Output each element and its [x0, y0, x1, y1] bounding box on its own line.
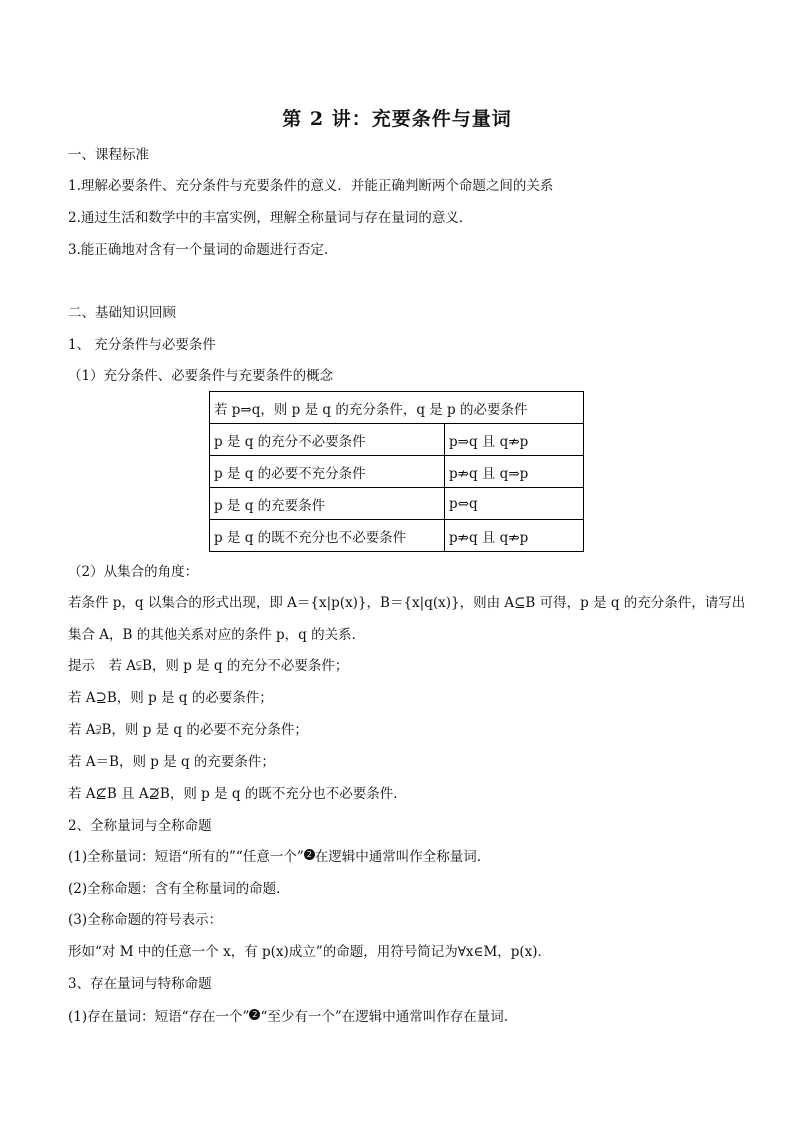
subheading-sufficient-necessary: 1、 充分条件与必要条件 [68, 337, 216, 353]
universal-quantifier-text-before: (1)全称量词：短语“所有的”“任意一个” [68, 849, 304, 865]
table-row [210, 456, 584, 488]
paragraph-set-conditions-1: 若条件 p，q 以集合的形式出现，即 A＝{x|p(x)}，B＝{x|q(x)}，则由 A⊆B 可得，p 是 q 的充分条件，请写出 [68, 595, 746, 611]
hint-line-1: 提示 若 A⫋B，则 p 是 q 的充分不必要条件； [68, 658, 349, 674]
universal-proposition-notation: 形如“对 M 中的任意一个 x，有 p(x)成立”的命题，用符号简记为∀x∈M，p(x)． [68, 944, 552, 960]
subheading-set-perspective: （2）从集合的角度： [68, 564, 199, 580]
standard-item-1: 1.理解必要条件、充分条件与充要条件的意义．并能正确判断两个命题之间的关系 [68, 178, 554, 194]
standard-item-2: 2.通过生活和数学中的丰富实例，理解全称量词与存在量词的意义． [68, 210, 473, 226]
paragraph-set-conditions-2: 集合 A，B 的其他关系对应的条件 p，q 的关系． [68, 627, 366, 643]
footnote-marker: 2 [249, 1009, 260, 1020]
section-heading-basics-review: 二、基础知识回顾 [68, 305, 176, 321]
table-cell: p⇏q 且 q⇒p [445, 456, 584, 488]
table-cell: p⇒q 且 q⇏p [445, 424, 584, 456]
universal-quantifier-definition [68, 848, 481, 866]
hint-line-2: 若 A⊇B，则 p 是 q 的必要条件； [68, 690, 273, 706]
universal-quantifier-text-after: 在逻辑中通常叫作全称量词. [314, 849, 482, 865]
standard-item-3: 3.能正确地对含有一个量词的命题进行否定. [68, 242, 329, 258]
hint-line-5: 若 A⊈B 且 A⊉B，则 p 是 q 的既不充分也不必要条件． [68, 786, 407, 802]
table-cell: p⇏q 且 q⇏p [445, 520, 584, 552]
existential-quantifier-definition [68, 1008, 508, 1026]
table-cell: p⇔q [445, 488, 584, 520]
universal-proposition-notation-heading: (3)全称命题的符号表示： [68, 912, 223, 928]
hint-line-3: 若 A⫌B，则 p 是 q 的必要不充分条件； [68, 722, 308, 738]
conditions-table [209, 391, 584, 552]
table-row [210, 488, 584, 520]
subheading-universal-quantifier: 2、全称量词与全称命题 [68, 818, 212, 834]
table-cell: p 是 q 的充要条件 [210, 488, 445, 520]
footnote-marker: 2 [304, 849, 315, 860]
table-cell: p 是 q 的充分不必要条件 [210, 424, 445, 456]
table-row [210, 424, 584, 456]
table-cell: p 是 q 的既不充分也不必要条件 [210, 520, 445, 552]
table-cell: p 是 q 的必要不充分条件 [210, 456, 445, 488]
table-row [210, 520, 584, 552]
existential-quantifier-text-before: (1)存在量词：短语“存在一个” [68, 1009, 250, 1025]
table-header-cell: 若 p⇒q，则 p 是 q 的充分条件，q 是 p 的必要条件 [210, 392, 584, 424]
page-title: 第 2 讲：充要条件与量词 [282, 108, 512, 130]
existential-quantifier-text-after: “至少有一个”在逻辑中通常叫作存在量词. [260, 1009, 509, 1025]
hint-line-4: 若 A＝B，则 p 是 q 的充要条件； [68, 754, 275, 770]
section-heading-course-standards: 一、课程标准 [68, 147, 149, 163]
table-row [210, 392, 584, 424]
subheading-concepts: （1）充分条件、必要条件与充要条件的概念 [68, 368, 334, 384]
universal-proposition-definition: (2)全称命题：含有全称量词的命题． [68, 881, 290, 897]
subheading-existential-quantifier: 3、存在量词与特称命题 [68, 976, 212, 992]
